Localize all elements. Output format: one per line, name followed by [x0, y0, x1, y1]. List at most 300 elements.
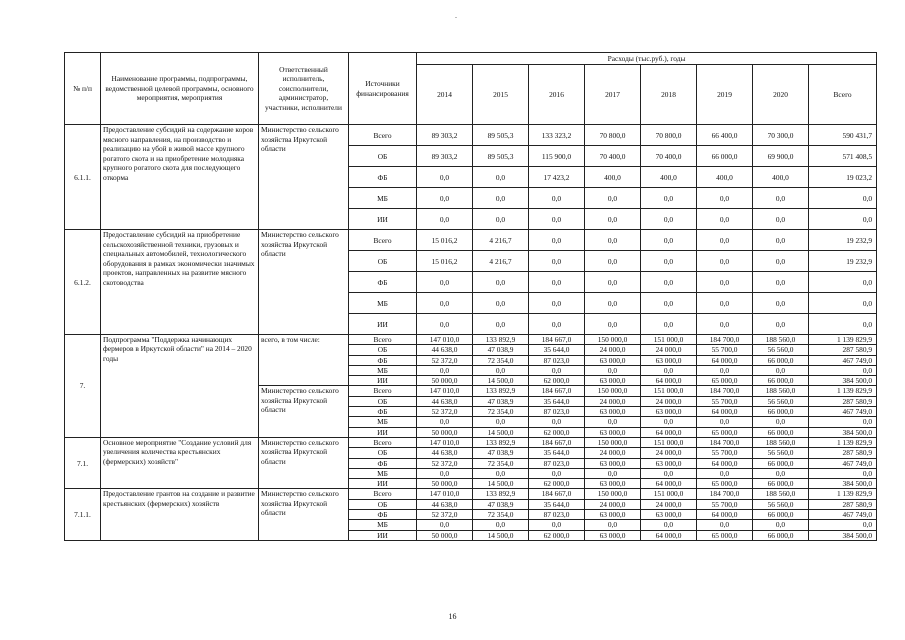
- year-value-cell: 0,0: [585, 188, 641, 209]
- header-name: Наименование программы, подпрограммы, ведомственной целевой программы, основного мероприятия, мероприятия: [101, 53, 259, 125]
- total-cell: 287 580,9: [809, 345, 877, 355]
- total-cell: 1 139 829,9: [809, 386, 877, 396]
- year-value-cell: 66 000,0: [753, 510, 809, 520]
- year-value-cell: 0,0: [473, 272, 529, 293]
- year-value-cell: 47 038,9: [473, 396, 529, 406]
- page-number: 16: [448, 612, 457, 621]
- funding-source: ОБ: [349, 396, 417, 406]
- year-value-cell: 188 560,0: [753, 437, 809, 447]
- total-cell: 384 500,0: [809, 479, 877, 489]
- year-value-cell: 52 372,0: [417, 510, 473, 520]
- total-cell: 287 580,9: [809, 396, 877, 406]
- year-value-cell: 0,0: [697, 520, 753, 530]
- funding-source: ОБ: [349, 448, 417, 458]
- year-value-cell: 184 700,0: [697, 386, 753, 396]
- total-cell: 0,0: [809, 365, 877, 375]
- header-num: № п/п: [65, 53, 101, 125]
- total-cell: 1 139 829,9: [809, 489, 877, 499]
- total-cell: 467 749,0: [809, 458, 877, 468]
- year-value-cell: 55 700,0: [697, 499, 753, 509]
- year-value-cell: 24 000,0: [585, 345, 641, 355]
- year-value-cell: 63 000,0: [641, 510, 697, 520]
- year-value-cell: 63 000,0: [641, 407, 697, 417]
- table-header: [65, 53, 877, 125]
- total-cell: 0,0: [809, 188, 877, 209]
- funding-source: ИИ: [349, 209, 417, 230]
- year-value-cell: 0,0: [641, 209, 697, 230]
- funding-source: Всего: [349, 437, 417, 447]
- year-value-cell: 87 023,0: [529, 407, 585, 417]
- year-value-cell: 63 000,0: [585, 376, 641, 386]
- year-value-cell: 0,0: [585, 314, 641, 335]
- year-value-cell: 72 354,0: [473, 407, 529, 417]
- year-value-cell: 63 000,0: [585, 510, 641, 520]
- year-value-cell: 0,0: [417, 314, 473, 335]
- funding-source: Всего: [349, 335, 417, 345]
- year-value-cell: 0,0: [473, 468, 529, 478]
- year-value-cell: 0,0: [473, 365, 529, 375]
- year-value-cell: 133 323,2: [529, 125, 585, 146]
- year-value-cell: 64 000,0: [641, 427, 697, 437]
- total-cell: 467 749,0: [809, 510, 877, 520]
- year-value-cell: 400,0: [641, 167, 697, 188]
- year-value-cell: 35 644,0: [529, 448, 585, 458]
- funding-source: МБ: [349, 365, 417, 375]
- year-value-cell: 70 400,0: [585, 146, 641, 167]
- year-value-cell: 24 000,0: [641, 448, 697, 458]
- year-value-cell: 400,0: [697, 167, 753, 188]
- year-value-cell: 52 372,0: [417, 458, 473, 468]
- year-value-cell: 72 354,0: [473, 458, 529, 468]
- year-value-cell: 0,0: [417, 188, 473, 209]
- funding-source: ИИ: [349, 314, 417, 335]
- table-row: [65, 230, 877, 251]
- year-value-cell: 0,0: [753, 468, 809, 478]
- year-value-cell: 0,0: [697, 188, 753, 209]
- funding-source: Всего: [349, 489, 417, 499]
- year-value-cell: 0,0: [641, 417, 697, 427]
- responsible-executor: Министерство сельского хозяйства Иркутской области: [259, 437, 349, 488]
- year-value-cell: 70 800,0: [641, 125, 697, 146]
- year-value-cell: 47 038,9: [473, 499, 529, 509]
- funding-source: МБ: [349, 417, 417, 427]
- funding-source: МБ: [349, 188, 417, 209]
- year-value-cell: 66 000,0: [697, 146, 753, 167]
- year-value-cell: 4 216,7: [473, 251, 529, 272]
- year-value-cell: 44 638,0: [417, 499, 473, 509]
- year-value-cell: 62 000,0: [529, 479, 585, 489]
- responsible-executor: Министерство сельского хозяйства Иркутской области: [259, 125, 349, 230]
- year-value-cell: 400,0: [753, 167, 809, 188]
- year-value-cell: 0,0: [641, 230, 697, 251]
- year-value-cell: 0,0: [753, 520, 809, 530]
- year-value-cell: 150 000,0: [585, 386, 641, 396]
- funding-source: МБ: [349, 468, 417, 478]
- total-cell: 467 749,0: [809, 355, 877, 365]
- funding-source: ФБ: [349, 272, 417, 293]
- total-cell: 0,0: [809, 314, 877, 335]
- year-value-cell: 63 000,0: [585, 407, 641, 417]
- total-cell: 19 232,9: [809, 251, 877, 272]
- year-value-cell: 184 667,0: [529, 437, 585, 447]
- year-value-cell: 147 010,0: [417, 437, 473, 447]
- year-value-cell: 0,0: [529, 272, 585, 293]
- year-value-cell: 24 000,0: [585, 499, 641, 509]
- year-value-cell: 0,0: [753, 365, 809, 375]
- year-value-cell: 65 000,0: [697, 427, 753, 437]
- year-value-cell: 0,0: [529, 293, 585, 314]
- year-value-cell: 55 700,0: [697, 448, 753, 458]
- year-value-cell: 66 000,0: [753, 376, 809, 386]
- year-value-cell: 64 000,0: [697, 407, 753, 417]
- funding-source: ФБ: [349, 407, 417, 417]
- year-value-cell: 0,0: [753, 314, 809, 335]
- total-cell: 0,0: [809, 417, 877, 427]
- year-value-cell: 0,0: [753, 251, 809, 272]
- year-value-cell: 0,0: [529, 251, 585, 272]
- year-value-cell: 151 000,0: [641, 335, 697, 345]
- year-value-cell: 47 038,9: [473, 345, 529, 355]
- year-value-cell: 63 000,0: [585, 355, 641, 365]
- year-value-cell: 64 000,0: [641, 479, 697, 489]
- year-value-cell: 0,0: [473, 167, 529, 188]
- year-value-cell: 0,0: [641, 468, 697, 478]
- year-value-cell: 0,0: [641, 251, 697, 272]
- year-value-cell: 14 500,0: [473, 530, 529, 540]
- year-value-cell: 66 000,0: [753, 530, 809, 540]
- year-value-cell: 0,0: [529, 314, 585, 335]
- year-value-cell: 0,0: [641, 314, 697, 335]
- year-value-cell: 0,0: [529, 365, 585, 375]
- year-value-cell: 188 560,0: [753, 335, 809, 345]
- year-value-cell: 0,0: [585, 272, 641, 293]
- year-value-cell: 4 216,7: [473, 230, 529, 251]
- year-value-cell: 0,0: [417, 468, 473, 478]
- header-expenses: Расходы (тыс.руб.), годы: [417, 53, 877, 65]
- year-value-cell: 56 560,0: [753, 345, 809, 355]
- total-cell: 384 500,0: [809, 530, 877, 540]
- year-value-cell: 184 667,0: [529, 335, 585, 345]
- year-value-cell: 147 010,0: [417, 335, 473, 345]
- total-cell: 571 408,5: [809, 146, 877, 167]
- funding-source: Всего: [349, 230, 417, 251]
- year-value-cell: 14 500,0: [473, 479, 529, 489]
- year-value-cell: 0,0: [641, 272, 697, 293]
- funding-source: Всего: [349, 386, 417, 396]
- year-value-cell: 69 900,0: [753, 146, 809, 167]
- year-value-cell: 56 560,0: [753, 396, 809, 406]
- funding-source: ИИ: [349, 479, 417, 489]
- item-name: Предоставление субсидий на приобретение сельскохозяйственной техники, грузовых и специальных автомобилей, технологического оборудования в рамках экономически значимых проектов, направленных на развитие мясного скотоводства: [101, 230, 259, 335]
- year-value-cell: 188 560,0: [753, 489, 809, 499]
- year-value-cell: 151 000,0: [641, 386, 697, 396]
- scan-speck: [455, 17, 457, 18]
- total-cell: 0,0: [809, 520, 877, 530]
- total-cell: 590 431,7: [809, 125, 877, 146]
- total-cell: 1 139 829,9: [809, 335, 877, 345]
- year-value-cell: 150 000,0: [585, 437, 641, 447]
- year-value-cell: 0,0: [585, 468, 641, 478]
- funding-source: ФБ: [349, 167, 417, 188]
- year-value-cell: 64 000,0: [697, 355, 753, 365]
- funding-source: ФБ: [349, 458, 417, 468]
- item-name: Основное мероприятие "Создание условий для увеличения количества крестьянских (фермерских) хозяйств": [101, 437, 259, 488]
- year-value-cell: 24 000,0: [641, 499, 697, 509]
- year-value-cell: 0,0: [753, 272, 809, 293]
- header-total: Всего: [809, 65, 877, 125]
- year-value-cell: 50 000,0: [417, 376, 473, 386]
- year-value-cell: 0,0: [641, 293, 697, 314]
- header-year: 2015: [473, 65, 529, 125]
- year-value-cell: 0,0: [417, 417, 473, 427]
- year-value-cell: 44 638,0: [417, 396, 473, 406]
- year-value-cell: 0,0: [585, 365, 641, 375]
- year-value-cell: 24 000,0: [641, 396, 697, 406]
- year-value-cell: 184 700,0: [697, 489, 753, 499]
- year-value-cell: 0,0: [697, 209, 753, 230]
- year-value-cell: 64 000,0: [697, 458, 753, 468]
- year-value-cell: 400,0: [585, 167, 641, 188]
- year-value-cell: 0,0: [417, 272, 473, 293]
- total-cell: 287 580,9: [809, 448, 877, 458]
- funding-source: ОБ: [349, 146, 417, 167]
- funding-source: МБ: [349, 293, 417, 314]
- header-source: Источники финансирования: [349, 53, 417, 125]
- year-value-cell: 0,0: [473, 293, 529, 314]
- year-value-cell: 44 638,0: [417, 448, 473, 458]
- item-name: Предоставление грантов на создание и развитие крестьянских (фермерских) хозяйств: [101, 489, 259, 540]
- funding-source: ФБ: [349, 355, 417, 365]
- year-value-cell: 62 000,0: [529, 530, 585, 540]
- year-value-cell: 0,0: [585, 520, 641, 530]
- year-value-cell: 0,0: [585, 209, 641, 230]
- year-value-cell: 66 000,0: [753, 458, 809, 468]
- year-value-cell: 0,0: [529, 188, 585, 209]
- year-value-cell: 63 000,0: [641, 458, 697, 468]
- item-number: 7.: [65, 335, 101, 438]
- year-value-cell: 0,0: [529, 520, 585, 530]
- header-year: 2018: [641, 65, 697, 125]
- total-cell: 0,0: [809, 468, 877, 478]
- header-year: 2019: [697, 65, 753, 125]
- funding-source: ФБ: [349, 510, 417, 520]
- expenditure-table: [64, 52, 877, 541]
- year-value-cell: 0,0: [473, 314, 529, 335]
- year-value-cell: 0,0: [417, 365, 473, 375]
- year-value-cell: 15 016,2: [417, 230, 473, 251]
- year-value-cell: 0,0: [697, 468, 753, 478]
- year-value-cell: 24 000,0: [585, 448, 641, 458]
- total-cell: 19 232,9: [809, 230, 877, 251]
- funding-source: ИИ: [349, 376, 417, 386]
- year-value-cell: 62 000,0: [529, 376, 585, 386]
- year-value-cell: 66 000,0: [753, 479, 809, 489]
- year-value-cell: 87 023,0: [529, 510, 585, 520]
- funding-source: ОБ: [349, 251, 417, 272]
- year-value-cell: 0,0: [585, 417, 641, 427]
- responsible-executor: всего, в том числе:: [259, 335, 349, 386]
- year-value-cell: 52 372,0: [417, 407, 473, 417]
- year-value-cell: 184 667,0: [529, 386, 585, 396]
- year-value-cell: 15 016,2: [417, 251, 473, 272]
- year-value-cell: 151 000,0: [641, 489, 697, 499]
- year-value-cell: 63 000,0: [585, 530, 641, 540]
- year-value-cell: 87 023,0: [529, 458, 585, 468]
- year-value-cell: 188 560,0: [753, 386, 809, 396]
- year-value-cell: 133 892,9: [473, 489, 529, 499]
- funding-source: Всего: [349, 125, 417, 146]
- year-value-cell: 50 000,0: [417, 530, 473, 540]
- responsible-executor: Министерство сельского хозяйства Иркутской области: [259, 489, 349, 540]
- table-body: [65, 125, 877, 541]
- header-year: 2014: [417, 65, 473, 125]
- year-value-cell: 64 000,0: [641, 376, 697, 386]
- year-value-cell: 64 000,0: [697, 510, 753, 520]
- total-cell: 0,0: [809, 209, 877, 230]
- year-value-cell: 87 023,0: [529, 355, 585, 365]
- year-value-cell: 66 000,0: [753, 355, 809, 365]
- year-value-cell: 0,0: [697, 272, 753, 293]
- year-value-cell: 55 700,0: [697, 396, 753, 406]
- year-value-cell: 66 000,0: [753, 407, 809, 417]
- year-value-cell: 0,0: [753, 188, 809, 209]
- year-value-cell: 65 000,0: [697, 376, 753, 386]
- year-value-cell: 0,0: [585, 230, 641, 251]
- year-value-cell: 89 303,2: [417, 125, 473, 146]
- year-value-cell: 0,0: [697, 417, 753, 427]
- year-value-cell: 0,0: [753, 293, 809, 314]
- header-responsible: Ответственный исполнитель, соисполнители, администратор, участники, исполнители: [259, 53, 349, 125]
- year-value-cell: 0,0: [473, 188, 529, 209]
- total-cell: 384 500,0: [809, 427, 877, 437]
- year-value-cell: 89 505,3: [473, 146, 529, 167]
- year-value-cell: 65 000,0: [697, 479, 753, 489]
- year-value-cell: 0,0: [529, 209, 585, 230]
- item-number: 7.1.1.: [65, 489, 101, 540]
- year-value-cell: 63 000,0: [585, 458, 641, 468]
- year-value-cell: 133 892,9: [473, 386, 529, 396]
- year-value-cell: 0,0: [529, 417, 585, 427]
- year-value-cell: 52 372,0: [417, 355, 473, 365]
- year-value-cell: 0,0: [697, 293, 753, 314]
- year-value-cell: 24 000,0: [585, 396, 641, 406]
- year-value-cell: 64 000,0: [641, 530, 697, 540]
- year-value-cell: 0,0: [641, 365, 697, 375]
- year-value-cell: 66 400,0: [697, 125, 753, 146]
- item-number: 6.1.2.: [65, 230, 101, 335]
- year-value-cell: 0,0: [473, 520, 529, 530]
- year-value-cell: 66 000,0: [753, 427, 809, 437]
- total-cell: 0,0: [809, 293, 877, 314]
- year-value-cell: 70 400,0: [641, 146, 697, 167]
- funding-source: ИИ: [349, 427, 417, 437]
- funding-source: МБ: [349, 520, 417, 530]
- year-value-cell: 0,0: [417, 293, 473, 314]
- total-cell: 0,0: [809, 272, 877, 293]
- year-value-cell: 0,0: [753, 209, 809, 230]
- year-value-cell: 0,0: [417, 209, 473, 230]
- year-value-cell: 35 644,0: [529, 499, 585, 509]
- year-value-cell: 50 000,0: [417, 427, 473, 437]
- year-value-cell: 55 700,0: [697, 345, 753, 355]
- year-value-cell: 89 505,3: [473, 125, 529, 146]
- year-value-cell: 35 644,0: [529, 396, 585, 406]
- funding-source: ОБ: [349, 345, 417, 355]
- year-value-cell: 0,0: [473, 209, 529, 230]
- header-year: 2016: [529, 65, 585, 125]
- year-value-cell: 0,0: [417, 167, 473, 188]
- year-value-cell: 0,0: [641, 188, 697, 209]
- item-number: 6.1.1.: [65, 125, 101, 230]
- year-value-cell: 63 000,0: [641, 355, 697, 365]
- item-name: Предоставление субсидий на содержание коров мясного направления, на производство и реализацию на убой в живой массе крупного рогатого скота и на приобретение молодняка крупного рогатого скота для последующего откорма: [101, 125, 259, 230]
- year-value-cell: 44 638,0: [417, 345, 473, 355]
- year-value-cell: 56 560,0: [753, 448, 809, 458]
- header-year: 2020: [753, 65, 809, 125]
- item-number: 7.1.: [65, 437, 101, 488]
- year-value-cell: 62 000,0: [529, 427, 585, 437]
- year-value-cell: 0,0: [529, 230, 585, 251]
- year-value-cell: 0,0: [753, 230, 809, 251]
- year-value-cell: 0,0: [473, 417, 529, 427]
- year-value-cell: 56 560,0: [753, 499, 809, 509]
- year-value-cell: 184 667,0: [529, 489, 585, 499]
- table-row: [65, 489, 877, 499]
- year-value-cell: 184 700,0: [697, 335, 753, 345]
- year-value-cell: 184 700,0: [697, 437, 753, 447]
- year-value-cell: 24 000,0: [641, 345, 697, 355]
- year-value-cell: 147 010,0: [417, 489, 473, 499]
- year-value-cell: 63 000,0: [585, 479, 641, 489]
- funding-source: ИИ: [349, 530, 417, 540]
- year-value-cell: 0,0: [753, 417, 809, 427]
- funding-source: ОБ: [349, 499, 417, 509]
- year-value-cell: 50 000,0: [417, 479, 473, 489]
- year-value-cell: 89 303,2: [417, 146, 473, 167]
- year-value-cell: 14 500,0: [473, 427, 529, 437]
- year-value-cell: 70 300,0: [753, 125, 809, 146]
- year-value-cell: 0,0: [585, 251, 641, 272]
- table-row: [65, 125, 877, 146]
- year-value-cell: 151 000,0: [641, 437, 697, 447]
- year-value-cell: 72 354,0: [473, 355, 529, 365]
- year-value-cell: 70 800,0: [585, 125, 641, 146]
- year-value-cell: 0,0: [697, 251, 753, 272]
- year-value-cell: 0,0: [697, 314, 753, 335]
- year-value-cell: 133 892,9: [473, 437, 529, 447]
- total-cell: 467 749,0: [809, 407, 877, 417]
- year-value-cell: 47 038,9: [473, 448, 529, 458]
- item-name: Подпрограмма "Поддержка начинающих фермеров в Иркутской области" на 2014 – 2020 годы: [101, 335, 259, 438]
- year-value-cell: 72 354,0: [473, 510, 529, 520]
- year-value-cell: 14 500,0: [473, 376, 529, 386]
- year-value-cell: 147 010,0: [417, 386, 473, 396]
- responsible-executor: Министерство сельского хозяйства Иркутской области: [259, 230, 349, 335]
- total-cell: 287 580,9: [809, 499, 877, 509]
- total-cell: 1 139 829,9: [809, 437, 877, 447]
- year-value-cell: 0,0: [529, 468, 585, 478]
- year-value-cell: 0,0: [585, 293, 641, 314]
- year-value-cell: 150 000,0: [585, 489, 641, 499]
- year-value-cell: 133 892,9: [473, 335, 529, 345]
- year-value-cell: 63 000,0: [585, 427, 641, 437]
- total-cell: 384 500,0: [809, 376, 877, 386]
- header-year: 2017: [585, 65, 641, 125]
- year-value-cell: 115 900,0: [529, 146, 585, 167]
- year-value-cell: 0,0: [641, 520, 697, 530]
- year-value-cell: 150 000,0: [585, 335, 641, 345]
- year-value-cell: 35 644,0: [529, 345, 585, 355]
